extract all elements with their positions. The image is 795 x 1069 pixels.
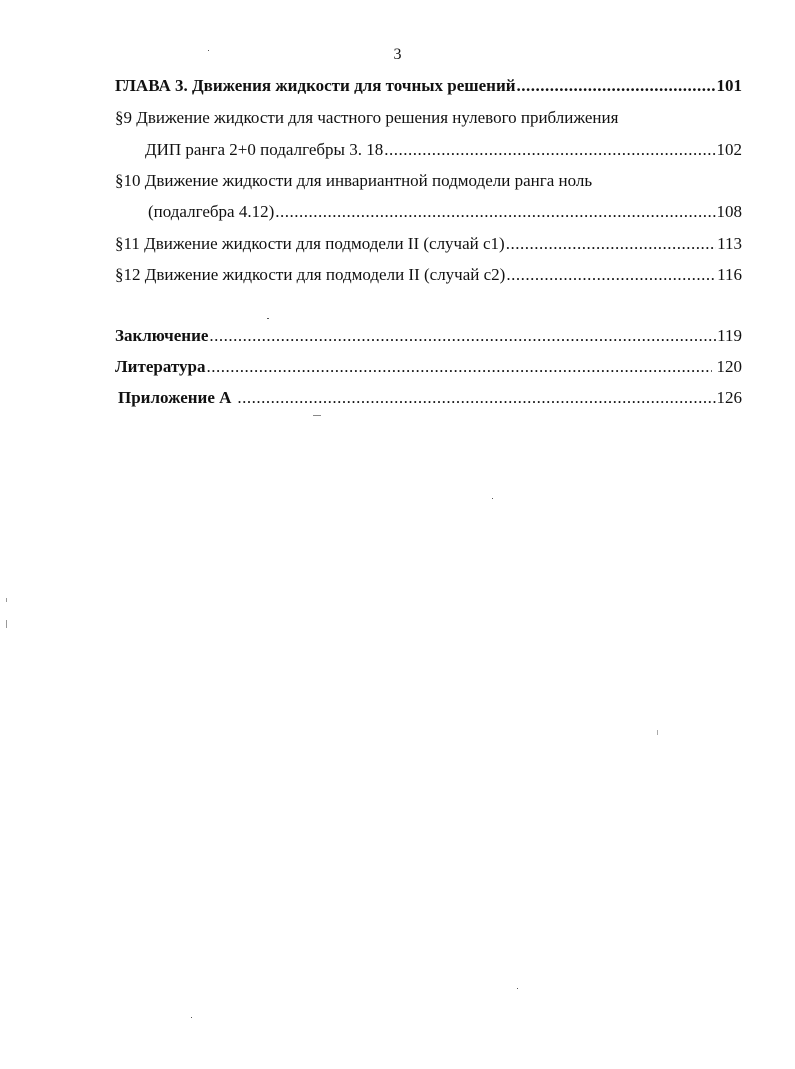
toc-entry-label: Приложение А [118, 388, 232, 407]
dot-leader [237, 387, 715, 409]
scan-artifact [517, 988, 518, 989]
toc-entry-s9-line1[interactable] [115, 107, 742, 129]
toc-entry-label: Литература [115, 357, 206, 376]
toc-entry-s10-line1[interactable] [115, 170, 742, 192]
toc-entry-s10-line2[interactable] [148, 201, 742, 223]
toc-entry-page: 126 [716, 388, 742, 407]
scan-artifact [6, 598, 7, 602]
toc-entry-page: 101 [716, 76, 742, 95]
dot-leader [384, 139, 715, 161]
toc-entry-page: 116 [717, 265, 742, 284]
toc-entry-label: Заключение [115, 326, 209, 345]
toc-entry-page: 108 [716, 202, 742, 221]
toc-entry-page: 120 [716, 357, 742, 376]
scan-artifact [208, 50, 209, 51]
toc-entry-page: 113 [717, 234, 742, 253]
dot-leader [206, 356, 711, 378]
toc-entry-chapter-3[interactable] [115, 75, 742, 97]
scan-artifact [267, 318, 269, 319]
scan-artifact [6, 620, 7, 628]
dot-leader [275, 201, 715, 223]
toc-entry-appendix[interactable] [118, 387, 742, 409]
toc-entry-literature[interactable] [115, 356, 742, 378]
dot-leader [209, 325, 716, 347]
toc-entry-page: 119 [717, 326, 742, 345]
dot-leader [517, 75, 716, 97]
toc-entry-page: 102 [716, 140, 742, 159]
toc-entry-label: (подалгебра 4.12) [148, 202, 275, 221]
scan-artifact [191, 1017, 192, 1018]
toc-entry-label: ДИП ранга 2+0 подалгебры 3. 18 [145, 140, 384, 159]
toc-entry-s9-line2[interactable] [145, 139, 742, 161]
dot-leader [506, 233, 716, 255]
scan-artifact [313, 415, 321, 416]
toc-entry-s12[interactable] [115, 264, 742, 286]
toc-entry-s11[interactable] [115, 233, 742, 255]
scan-artifact [492, 498, 493, 499]
toc-entry-conclusion[interactable] [115, 325, 742, 347]
dot-leader [506, 264, 716, 286]
page-number: 3 [393, 46, 402, 63]
toc-entry-label: §9 Движение жидкости для частного решения нулевого приближения [115, 108, 619, 127]
toc-entry-label: §12 Движение жидкости для подмодели II (случай с2) [115, 265, 506, 284]
scan-artifact [657, 730, 658, 735]
toc-entry-label: §10 Движение жидкости для инвариантной подмодели ранга ноль [115, 171, 593, 190]
toc-entry-label: §11 Движение жидкости для подмодели II (случай с1) [115, 234, 505, 253]
toc-entry-label: ГЛАВА 3. Движения жидкости для точных решений [115, 76, 516, 95]
